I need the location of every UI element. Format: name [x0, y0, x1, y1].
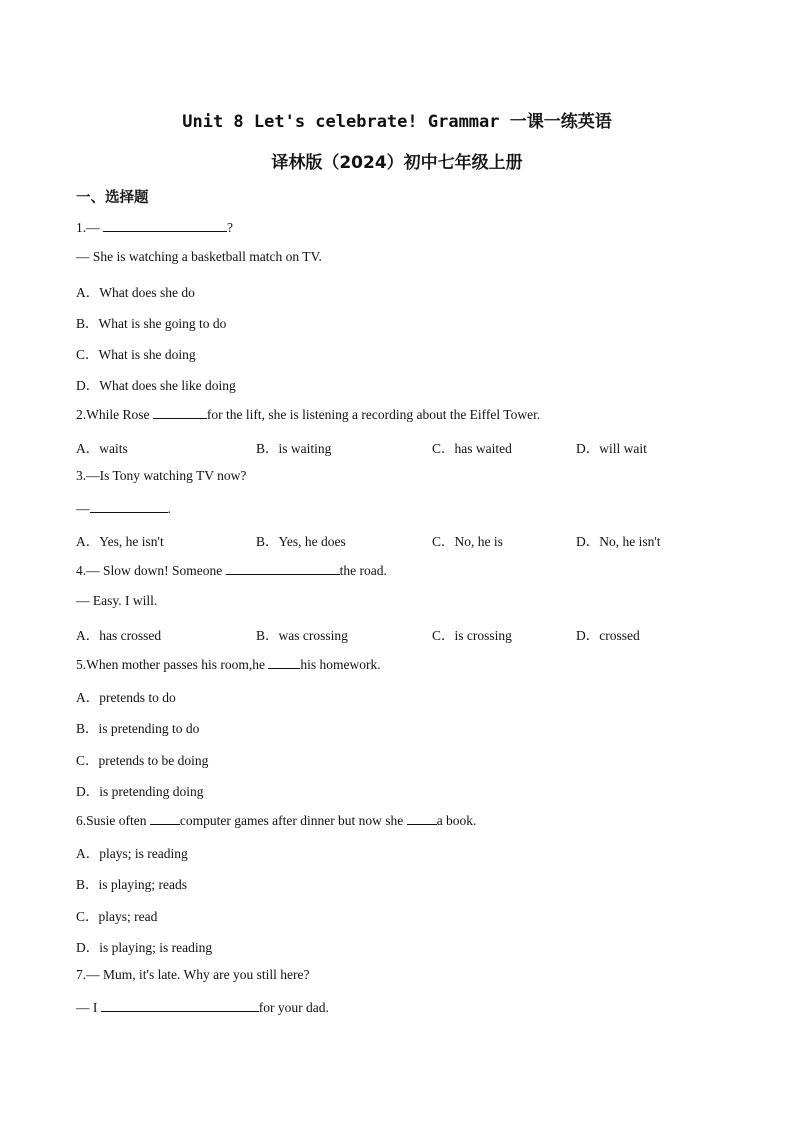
- question-4-prefix: 4.— Slow down! Someone: [76, 563, 226, 578]
- question-1-option-a: A．What does she do: [76, 285, 195, 300]
- question-3-option-c: C．No, he is: [432, 534, 503, 549]
- question-4-suffix: the road.: [339, 563, 387, 578]
- question-1-reply: — She is watching a basketball match on TV.: [76, 249, 322, 264]
- question-4-option-a: A．has crossed: [76, 628, 162, 643]
- question-5-suffix: his homework.: [300, 657, 381, 672]
- question-3-stem: 3.—Is Tony watching TV now?: [76, 468, 247, 483]
- question-6-option-b: B．is playing; reads: [76, 877, 187, 892]
- question-1-prefix: 1.—: [76, 220, 103, 235]
- question-2-option-d: D．will wait: [576, 441, 647, 456]
- answer-blank: [90, 499, 168, 513]
- question-1-option-d: D．What does she like doing: [76, 378, 236, 393]
- question-2-option-a: A．waits: [76, 441, 128, 456]
- question-3-option-a: A．Yes, he isn't: [76, 534, 164, 549]
- question-4-option-c: C．is crossing: [432, 628, 512, 643]
- question-6-middle: computer games after dinner but now she: [179, 813, 407, 828]
- answer-blank: [407, 811, 437, 825]
- question-7-reply-suffix: for your dad.: [258, 1000, 329, 1015]
- question-5-option-a: A．pretends to do: [76, 690, 176, 705]
- section-heading: 一、选择题: [76, 190, 149, 206]
- question-6-option-d: D．is playing; is reading: [76, 940, 213, 955]
- question-6-suffix: a book.: [436, 813, 477, 828]
- answer-blank: [101, 998, 259, 1012]
- question-1-suffix: ?: [227, 220, 233, 235]
- answer-blank: [150, 811, 180, 825]
- question-6-option-a: A．plays; is reading: [76, 846, 188, 861]
- question-4-stem: [76, 561, 387, 579]
- question-4-option-d: D．crossed: [576, 628, 640, 643]
- question-5-option-b: B．is pretending to do: [76, 721, 200, 736]
- answer-blank: [153, 405, 207, 419]
- question-3-option-d: D．No, he isn't: [576, 534, 661, 549]
- question-1-stem: [76, 218, 233, 236]
- document-title: Unit 8 Let's celebrate! Grammar 一课一练英语: [182, 112, 612, 132]
- question-5-option-d: D．is pretending doing: [76, 784, 204, 799]
- question-7-stem: 7.— Mum, it's late. Why are you still here?: [76, 967, 310, 982]
- answer-blank: [268, 655, 300, 669]
- question-3-reply: [76, 499, 171, 517]
- question-2-stem: [76, 405, 540, 423]
- question-1-option-b: B．What is she going to do: [76, 316, 227, 331]
- question-7-reply-prefix: — I: [76, 1000, 101, 1015]
- question-2-suffix: for the lift, she is listening a recording about the Eiffel Tower.: [206, 407, 541, 422]
- question-6-stem: [76, 811, 476, 829]
- document-subtitle: 译林版（2024）初中七年级上册: [271, 153, 523, 173]
- question-3-reply-suffix: .: [167, 501, 171, 516]
- question-5-option-c: C．pretends to be doing: [76, 753, 209, 768]
- answer-blank: [103, 218, 227, 232]
- question-1-option-c: C．What is she doing: [76, 347, 196, 362]
- question-2-option-b: B．is waiting: [256, 441, 332, 456]
- question-5-stem: [76, 655, 381, 673]
- question-6-prefix: 6.Susie often: [76, 813, 150, 828]
- question-2-option-c: C．has waited: [432, 441, 512, 456]
- question-5-prefix: 5.When mother passes his room,he: [76, 657, 269, 672]
- question-4-option-b: B．was crossing: [256, 628, 348, 643]
- question-2-prefix: 2.While Rose: [76, 407, 153, 422]
- question-4-reply: — Easy. I will.: [76, 593, 158, 608]
- question-7-reply: [76, 998, 329, 1016]
- question-6-option-c: C．plays; read: [76, 909, 158, 924]
- answer-blank: [226, 561, 340, 575]
- question-3-reply-prefix: —: [76, 501, 90, 516]
- question-3-option-b: B．Yes, he does: [256, 534, 346, 549]
